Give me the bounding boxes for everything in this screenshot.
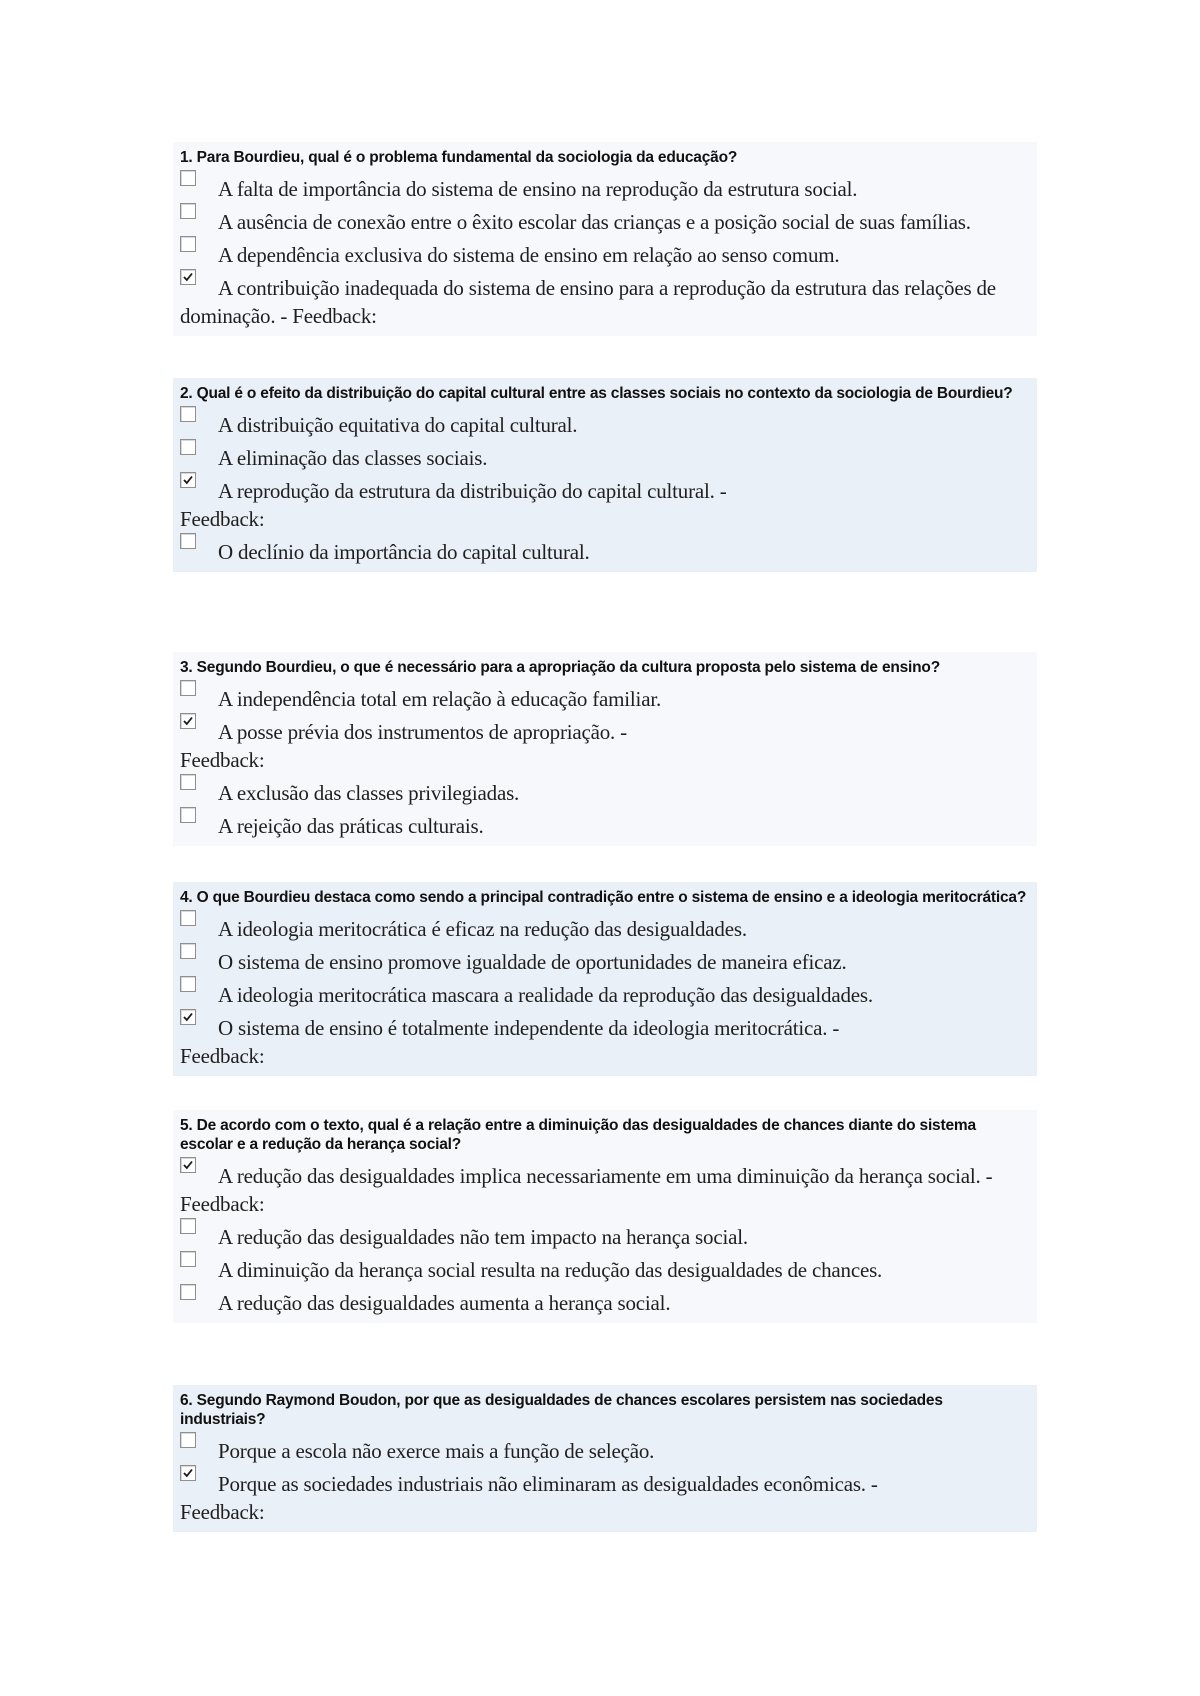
answer-option-text: Porque as sociedades industriais não eliminaram as desigualdades econômicas. - Feedback: xyxy=(180,1472,878,1524)
checkbox-unchecked[interactable] xyxy=(180,406,196,422)
answer-option-text: A ideologia meritocrática mascara a realidade da reprodução das desigualdades. xyxy=(218,983,873,1007)
answer-option[interactable] xyxy=(180,943,1029,976)
question-title: 2. Qual é o efeito da distribuição do capital cultural entre as classes sociais no contexto da sociologia de Bourdieu? xyxy=(180,385,1013,402)
answer-option[interactable] xyxy=(180,1432,1029,1465)
checkmark-icon xyxy=(182,271,194,283)
answer-option-text: A diminuição da herança social resulta na redução das desigualdades de chances. xyxy=(218,1258,883,1282)
question-title: 5. De acordo com o texto, qual é a relação entre a diminuição das desigualdades de chances diante do sistema escolar e a redução da herança social? xyxy=(180,1117,976,1153)
answer-option[interactable] xyxy=(180,1218,1029,1251)
checkbox-checked[interactable] xyxy=(180,1009,196,1025)
checkbox-checked[interactable] xyxy=(180,269,196,285)
checkbox-unchecked[interactable] xyxy=(180,1284,196,1300)
answer-option[interactable] xyxy=(180,203,1029,236)
answer-option-text: A distribuição equitativa do capital cultural. xyxy=(218,413,578,437)
checkmark-icon xyxy=(182,1467,194,1479)
checkbox-unchecked[interactable] xyxy=(180,807,196,823)
question-title: 3. Segundo Bourdieu, o que é necessário para a apropriação da cultura proposta pelo sistema de ensino? xyxy=(180,659,940,676)
checkbox-unchecked[interactable] xyxy=(180,203,196,219)
answer-option-text: A exclusão das classes privilegiadas. xyxy=(218,781,520,805)
answer-option-text: O declínio da importância do capital cultural. xyxy=(218,540,590,564)
answer-option-text: A redução das desigualdades aumenta a herança social. xyxy=(218,1291,671,1315)
answer-option-text: A rejeição das práticas culturais. xyxy=(218,814,484,838)
checkbox-checked[interactable] xyxy=(180,1157,196,1173)
answer-option[interactable] xyxy=(180,1465,1029,1526)
answer-option-text: A redução das desigualdades não tem impacto na herança social. xyxy=(218,1225,748,1249)
checkmark-icon xyxy=(182,715,194,727)
checkbox-unchecked[interactable] xyxy=(180,943,196,959)
question-title: 4. O que Bourdieu destaca como sendo a principal contradição entre o sistema de ensino e a ideologia meritocrática? xyxy=(180,889,1027,906)
checkbox-unchecked[interactable] xyxy=(180,774,196,790)
answer-option-text: A posse prévia dos instrumentos de apropriação. - Feedback: xyxy=(180,720,627,772)
answer-option[interactable] xyxy=(180,170,1029,203)
checkbox-unchecked[interactable] xyxy=(180,236,196,252)
question-block xyxy=(173,652,1037,846)
checkmark-icon xyxy=(182,474,194,486)
answer-option[interactable] xyxy=(180,472,1029,533)
answer-option[interactable] xyxy=(180,1284,1029,1317)
answer-option-text: A falta de importância do sistema de ensino na reprodução da estrutura social. xyxy=(218,177,858,201)
answer-option-text: O sistema de ensino é totalmente independente da ideologia meritocrática. - Feedback: xyxy=(180,1016,840,1068)
answer-option-text: A ideologia meritocrática é eficaz na redução das desigualdades. xyxy=(218,917,747,941)
answer-option-text: A redução das desigualdades implica necessariamente em uma diminuição da herança social. - Feedback: xyxy=(180,1164,993,1216)
answer-option[interactable] xyxy=(180,680,1029,713)
answer-option[interactable] xyxy=(180,1251,1029,1284)
checkbox-unchecked[interactable] xyxy=(180,976,196,992)
answer-option-text: A eliminação das classes sociais. xyxy=(218,446,488,470)
answer-option[interactable] xyxy=(180,236,1029,269)
checkmark-icon xyxy=(182,1159,194,1171)
answer-option[interactable] xyxy=(180,406,1029,439)
answer-option[interactable] xyxy=(180,1009,1029,1070)
checkbox-checked[interactable] xyxy=(180,713,196,729)
answer-option[interactable] xyxy=(180,439,1029,472)
question-block xyxy=(173,1110,1037,1323)
checkbox-checked[interactable] xyxy=(180,472,196,488)
answer-option[interactable] xyxy=(180,910,1029,943)
answer-option[interactable] xyxy=(180,269,1029,330)
question-block xyxy=(173,1385,1037,1532)
answer-option-text: Porque a escola não exerce mais a função de seleção. xyxy=(218,1439,655,1463)
answer-option[interactable] xyxy=(180,976,1029,1009)
checkbox-unchecked[interactable] xyxy=(180,533,196,549)
checkbox-unchecked[interactable] xyxy=(180,1432,196,1448)
answer-option[interactable] xyxy=(180,807,1029,840)
question-title: 6. Segundo Raymond Boudon, por que as desigualdades de chances escolares persistem nas sociedades industriais? xyxy=(180,1392,943,1428)
answer-option[interactable] xyxy=(180,1157,1029,1218)
answer-option[interactable] xyxy=(180,774,1029,807)
question-block xyxy=(173,378,1037,572)
checkbox-unchecked[interactable] xyxy=(180,170,196,186)
answer-option-text: A contribuição inadequada do sistema de ensino para a reprodução da estrutura das relações de dominação. - Feedback: xyxy=(180,276,996,328)
question-block xyxy=(173,142,1037,336)
checkbox-unchecked[interactable] xyxy=(180,1251,196,1267)
answer-option-text: A ausência de conexão entre o êxito escolar das crianças e a posição social de suas famílias. xyxy=(218,210,971,234)
checkbox-unchecked[interactable] xyxy=(180,1218,196,1234)
question-block xyxy=(173,882,1037,1076)
answer-option[interactable] xyxy=(180,533,1029,566)
question-title: 1. Para Bourdieu, qual é o problema fundamental da sociologia da educação? xyxy=(180,149,738,166)
answer-option-text: O sistema de ensino promove igualdade de oportunidades de maneira eficaz. xyxy=(218,950,847,974)
checkbox-unchecked[interactable] xyxy=(180,439,196,455)
answer-option-text: A independência total em relação à educação familiar. xyxy=(218,687,662,711)
answer-option-text: A reprodução da estrutura da distribuição do capital cultural. - Feedback: xyxy=(180,479,727,531)
answer-option-text: A dependência exclusiva do sistema de ensino em relação ao senso comum. xyxy=(218,243,840,267)
checkbox-unchecked[interactable] xyxy=(180,910,196,926)
checkbox-checked[interactable] xyxy=(180,1465,196,1481)
checkmark-icon xyxy=(182,1011,194,1023)
answer-option[interactable] xyxy=(180,713,1029,774)
checkbox-unchecked[interactable] xyxy=(180,680,196,696)
